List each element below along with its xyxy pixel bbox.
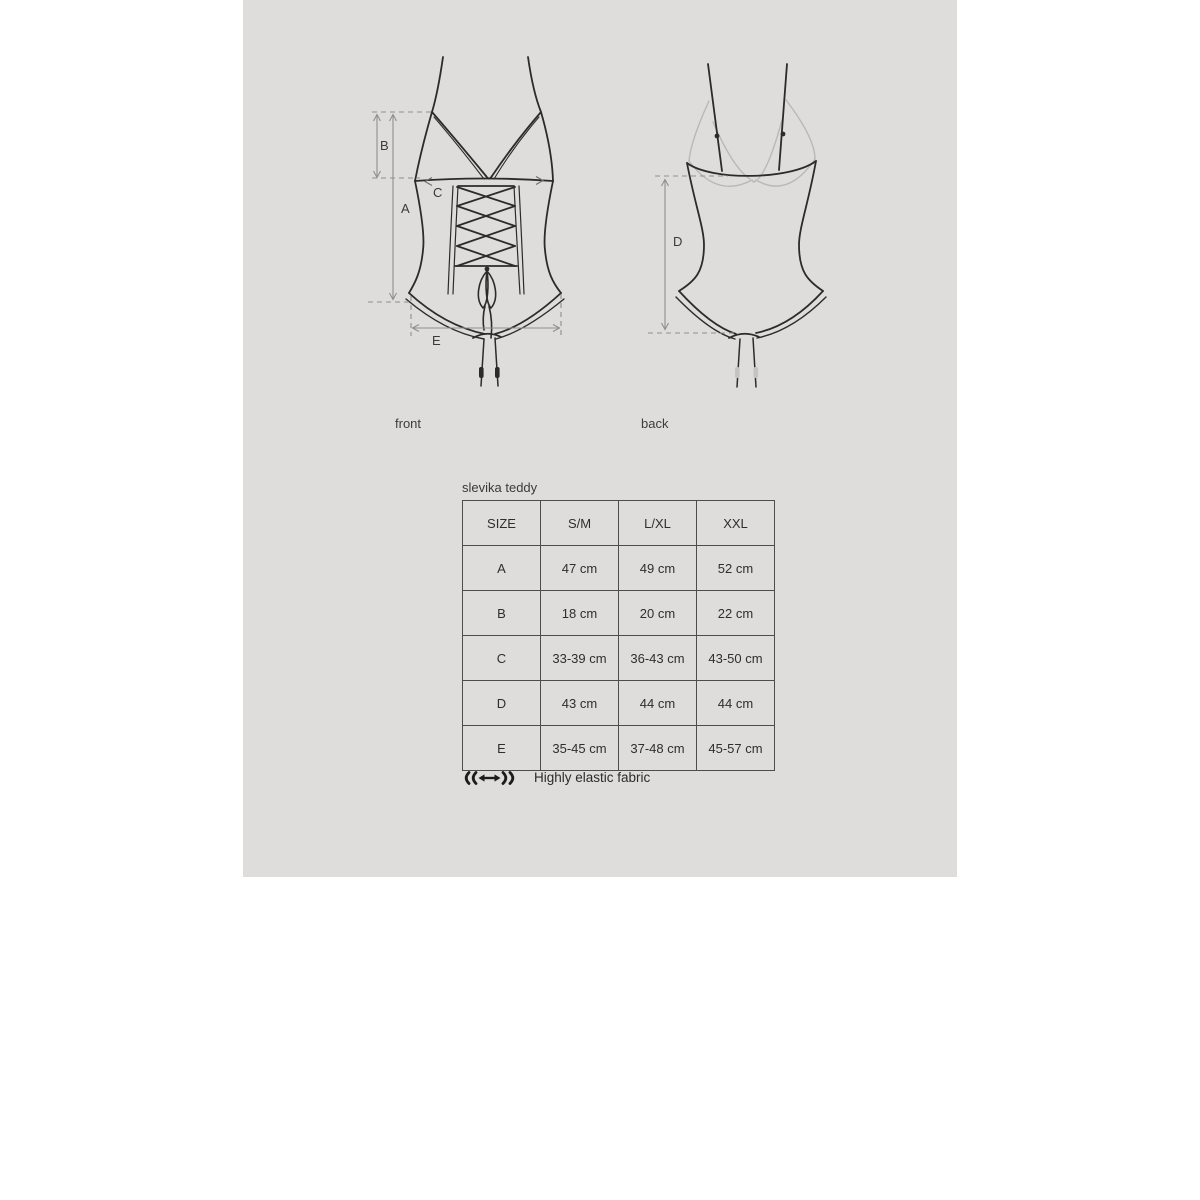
size-value-cell: 33-39 cm [541, 636, 619, 681]
size-value-cell: 20 cm [619, 591, 697, 636]
view-label-front: front [395, 416, 422, 431]
dim-label-e: E [432, 333, 441, 348]
size-table-header-cell: L/XL [619, 501, 697, 546]
size-row-label: C [463, 636, 541, 681]
size-table-header-row [463, 501, 775, 546]
size-table-header-cell: XXL [697, 501, 775, 546]
size-value-cell: 36-43 cm [619, 636, 697, 681]
size-value-cell: 49 cm [619, 546, 697, 591]
table-row [463, 681, 775, 726]
dim-label-c: C [433, 185, 443, 200]
back-dimension-lines [648, 176, 737, 333]
size-table-header-cell: S/M [541, 501, 619, 546]
size-row-label: D [463, 681, 541, 726]
dimension-c-arrow [425, 178, 432, 186]
view-label-back: back [641, 416, 669, 431]
front-corset-lacing [455, 186, 517, 266]
size-table-header-cell: SIZE [463, 501, 541, 546]
dim-label-d: D [673, 234, 683, 249]
dim-label-b: B [380, 138, 389, 153]
front-lace-bow [478, 267, 495, 338]
size-row-label: E [463, 726, 541, 771]
elastic-arrows-icon [461, 771, 518, 785]
measurement-panel [243, 0, 957, 877]
size-value-cell: 44 cm [697, 681, 775, 726]
table-row [463, 726, 775, 771]
size-value-cell: 52 cm [697, 546, 775, 591]
size-table [462, 500, 775, 771]
size-value-cell: 35-45 cm [541, 726, 619, 771]
size-value-cell: 43 cm [541, 681, 619, 726]
size-value-cell: 45-57 cm [697, 726, 775, 771]
elastic-legend [461, 767, 650, 787]
size-value-cell: 44 cm [619, 681, 697, 726]
size-table-title: slevika teddy [462, 480, 538, 495]
size-value-cell: 37-48 cm [619, 726, 697, 771]
size-row-label: B [463, 591, 541, 636]
back-right-strap [779, 64, 787, 170]
front-right-strap [528, 57, 553, 181]
size-value-cell: 18 cm [541, 591, 619, 636]
size-value-cell: 22 cm [697, 591, 775, 636]
table-row [463, 591, 775, 636]
table-row [463, 546, 775, 591]
front-drawing [406, 57, 564, 386]
back-ghost-cups [689, 100, 815, 186]
table-row [463, 636, 775, 681]
dim-label-a: A [401, 201, 410, 216]
back-left-strap [708, 64, 722, 171]
size-value-cell: 43-50 cm [697, 636, 775, 681]
size-value-cell: 47 cm [541, 546, 619, 591]
back-drawing [676, 64, 826, 387]
size-row-label: A [463, 546, 541, 591]
elastic-legend-text: Highly elastic fabric [534, 769, 651, 785]
